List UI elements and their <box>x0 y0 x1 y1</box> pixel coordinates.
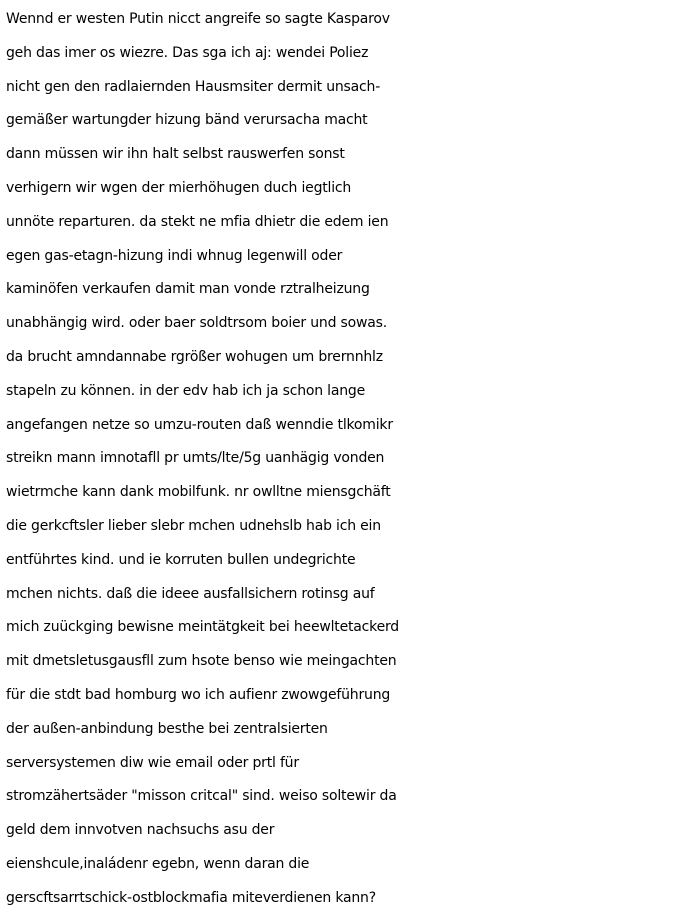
text-line-14: streikn mann imnotafll pr umts/lte/5g uanhägig vonden <box>6 450 385 467</box>
document-text <box>6 3 682 916</box>
text-line-13: angefangen netze so umzu-routen daß wenndie tlkomikr <box>6 416 393 433</box>
text-line-2: geh das imer os wiezre. Das sga ich aj: wendei Poliez <box>6 44 369 61</box>
text-line-22: der außen-anbindung besthe bei zentralsierten <box>6 720 328 737</box>
text-line-18: mchen nichts. daß die ideee ausfallsichern rotinsg auf <box>6 585 375 602</box>
text-line-21: für die stdt bad homburg wo ich aufienr zwowgeführung <box>6 686 391 703</box>
text-line-7: unnöte reparturen. da stekt ne mfia dhietr die edem ien <box>6 213 389 230</box>
text-line-10: unabhängig wird. oder baer soldtrsom boier und sowas. <box>6 315 387 332</box>
text-line-1: Wennd er westen Putin nicct angreife so sagte Kasparov <box>6 11 390 27</box>
text-line-9: kaminöfen verkaufen damit man vonde rztralheizung <box>6 281 370 298</box>
text-line-17: entführtes kind. und ie korruten bullen undegrichte <box>6 551 356 568</box>
text-line-3: nicht gen den radlaiernden Hausmsiter dermit unsach- <box>6 78 381 95</box>
text-line-26: eienshcule,inaládenr egebn, wenn daran die <box>6 855 310 872</box>
text-line-27: gerscftsarrtschick-ostblockmafia miteverdienen kann? <box>6 889 376 906</box>
text-line-5: dann müssen wir ihn halt selbst rauswerfen sonst <box>6 146 345 163</box>
text-line-25: geld dem innvotven nachsuchs asu der <box>6 822 275 839</box>
text-line-19: mich zuückging bewisne meintätgkeit bei heewltetackerd <box>6 619 399 636</box>
text-line-15: wietrmche kann dank mobilfunk. nr owlltne miensgchäft <box>6 484 391 501</box>
text-line-6: verhigern wir wgen der mierhöhugen duch iegtlich <box>6 179 352 196</box>
text-line-24: stromzähertsäder "misson critcal" sind. weiso soltewir da <box>6 788 397 805</box>
text-line-4: gemäßer wartungder hizung bänd verursacha macht <box>6 112 368 129</box>
text-line-16: die gerkcftsler lieber slebr mchen udnehslb hab ich ein <box>6 517 381 534</box>
text-line-20: mit dmetsletusgausfll zum hsote benso wie meingachten <box>6 653 397 670</box>
text-line-23: serversystemen diw wie email oder prtl für <box>6 754 299 771</box>
text-line-12: stapeln zu können. in der edv hab ich ja schon lange <box>6 382 366 399</box>
text-line-8: egen gas-etagn-hizung indi whnug legenwill oder <box>6 247 343 264</box>
text-line-11: da brucht amndannabe rgrößer wohugen um brernnhlz <box>6 348 383 365</box>
